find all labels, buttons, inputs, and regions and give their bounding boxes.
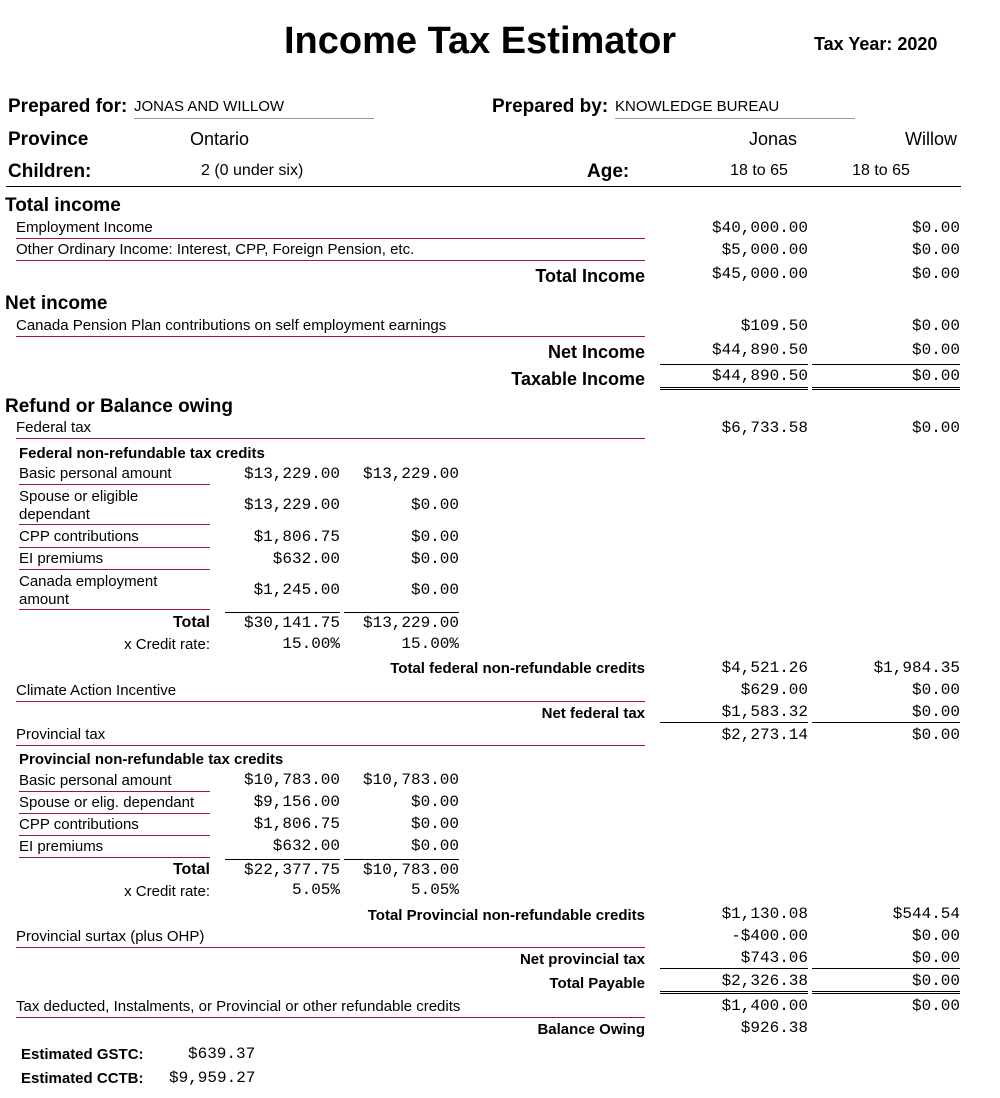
prov-credit-spouse-person1[interactable]: $9,156.00: [253, 793, 340, 811]
prepared-for-label: Prepared for:: [8, 96, 128, 117]
cpp-self-employment-person1[interactable]: $109.50: [740, 317, 808, 335]
employment-income-label: Employment Income: [16, 219, 645, 239]
fed-credit-basic-person2[interactable]: $13,229.00: [362, 465, 459, 483]
net-income-person2: $0.00: [911, 341, 960, 359]
prov-credit-ei-person2[interactable]: $0.00: [410, 837, 459, 855]
section-heading-total-income: Total income: [5, 195, 121, 216]
total-federal-credits-label: Total federal non-refundable credits: [390, 660, 645, 677]
estimated-gstc-label: Estimated GSTC:: [21, 1046, 144, 1063]
prov-credit-ei-label: EI premiums: [19, 838, 210, 858]
prov-credit-cpp-person1[interactable]: $1,806.75: [253, 815, 340, 833]
taxable-income-person2: $0.00: [812, 364, 960, 390]
cpp-self-employment-label: Canada Pension Plan contributions on self employment earnings: [16, 317, 645, 337]
estimated-cctb-label: Estimated CCTB:: [21, 1070, 144, 1087]
fed-credit-basic-label: Basic personal amount: [19, 465, 210, 485]
federal-tax-person1: $6,733.58: [721, 419, 808, 437]
province-label: Province: [8, 129, 89, 150]
fed-credit-spouse-label: Spouse or eligible dependant: [19, 488, 210, 525]
total-federal-credits-person1: $4,521.26: [721, 659, 808, 677]
total-payable-person2: $0.00: [812, 972, 960, 994]
total-provincial-credits-label: Total Provincial non-refundable credits: [367, 907, 645, 924]
estimated-cctb-value: $9,959.27: [169, 1069, 256, 1087]
net-federal-tax-label: Net federal tax: [541, 705, 645, 722]
total-income-person2: $0.00: [911, 265, 960, 283]
fed-credit-cpp-person1[interactable]: $1,806.75: [253, 528, 340, 546]
fed-credits-total-person1: $30,141.75: [225, 612, 340, 632]
net-income-label: Net Income: [547, 342, 645, 362]
prepared-by-label: Prepared by:: [492, 96, 609, 117]
fed-credit-employment-person2[interactable]: $0.00: [410, 581, 459, 599]
prov-credit-cpp-person2[interactable]: $0.00: [410, 815, 459, 833]
employment-income-person2[interactable]: $0.00: [911, 219, 960, 237]
federal-tax-label: Federal tax: [16, 419, 645, 439]
prov-credit-spouse-person2[interactable]: $0.00: [410, 793, 459, 811]
net-income-person1: $44,890.50: [711, 341, 808, 359]
prov-credit-spouse-label: Spouse or elig. dependant: [19, 794, 210, 814]
person2-name: Willow: [905, 129, 957, 149]
fed-credit-rate-person1[interactable]: 15.00%: [282, 635, 340, 653]
net-federal-tax-person2: $0.00: [812, 703, 960, 723]
age-person1[interactable]: 18 to 65: [730, 162, 788, 179]
other-income-label: Other Ordinary Income: Interest, CPP, Foreign Pension, etc.: [16, 241, 645, 261]
header-divider: [6, 186, 961, 187]
provincial-tax-person2: $0.00: [911, 726, 960, 744]
tax-deducted-person1[interactable]: $1,400.00: [721, 997, 808, 1015]
tax-deducted-person2[interactable]: $0.00: [911, 997, 960, 1015]
fed-credit-ei-person2[interactable]: $0.00: [410, 550, 459, 568]
prov-credit-cpp-label: CPP contributions: [19, 816, 210, 836]
tax-year: Tax Year: 2020: [814, 34, 938, 54]
fed-credit-rate-person2[interactable]: 15.00%: [401, 635, 459, 653]
other-income-person1[interactable]: $5,000.00: [721, 241, 808, 259]
children-label: Children:: [8, 161, 92, 182]
fed-credit-cpp-label: CPP contributions: [19, 528, 210, 548]
total-provincial-credits-person2: $544.54: [892, 905, 960, 923]
prov-credits-total-label: Total: [172, 861, 210, 878]
prov-credit-basic-person1[interactable]: $10,783.00: [243, 771, 340, 789]
total-payable-label: Total Payable: [549, 975, 645, 992]
fed-credit-employment-person1[interactable]: $1,245.00: [253, 581, 340, 599]
federal-credits-heading: Federal non-refundable tax credits: [19, 445, 265, 462]
net-provincial-tax-label: Net provincial tax: [519, 951, 645, 968]
prov-credit-ei-person1[interactable]: $632.00: [272, 837, 340, 855]
net-provincial-tax-person2: $0.00: [812, 949, 960, 969]
provincial-tax-person1: $2,273.14: [721, 726, 808, 744]
prov-credit-rate-person1[interactable]: 5.05%: [291, 881, 340, 899]
prov-credits-total-person2: $10,783.00: [344, 859, 459, 879]
estimated-gstc-value: $639.37: [188, 1045, 256, 1063]
climate-action-person1[interactable]: $629.00: [740, 681, 808, 699]
fed-credit-spouse-person1[interactable]: $13,229.00: [243, 496, 340, 514]
children-value[interactable]: 2 (0 under six): [201, 162, 304, 179]
total-payable-person1: $2,326.38: [660, 972, 808, 994]
balance-owing-person1: $926.38: [740, 1019, 808, 1037]
section-heading-net-income: Net income: [5, 293, 108, 314]
age-person2[interactable]: 18 to 65: [852, 162, 910, 179]
prepared-by-field[interactable]: KNOWLEDGE BUREAU: [615, 98, 855, 119]
prov-credit-basic-label: Basic personal amount: [19, 772, 210, 792]
provincial-surtax-person1: -$400.00: [731, 927, 808, 945]
total-income-person1: $45,000.00: [711, 265, 808, 283]
cpp-self-employment-person2[interactable]: $0.00: [911, 317, 960, 335]
fed-credit-ei-label: EI premiums: [19, 550, 210, 570]
taxable-income-person1: $44,890.50: [660, 364, 808, 390]
net-provincial-tax-person1: $743.06: [660, 949, 808, 969]
fed-credit-cpp-person2[interactable]: $0.00: [410, 528, 459, 546]
prov-credit-rate-label: x Credit rate:: [124, 883, 210, 900]
net-federal-tax-person1: $1,583.32: [660, 703, 808, 723]
total-federal-credits-person2: $1,984.35: [873, 659, 960, 677]
other-income-person2[interactable]: $0.00: [911, 241, 960, 259]
fed-credits-total-person2: $13,229.00: [344, 612, 459, 632]
prov-credits-total-person1: $22,377.75: [225, 859, 340, 879]
fed-credit-employment-label: Canada employment amount: [19, 573, 210, 610]
provincial-surtax-person2: $0.00: [911, 927, 960, 945]
climate-action-person2[interactable]: $0.00: [911, 681, 960, 699]
fed-credit-ei-person1[interactable]: $632.00: [272, 550, 340, 568]
section-heading-refund: Refund or Balance owing: [5, 396, 234, 417]
provincial-surtax-label: Provincial surtax (plus OHP): [16, 928, 645, 948]
balance-owing-label: Balance Owing: [537, 1021, 645, 1038]
province-value[interactable]: Ontario: [190, 129, 250, 149]
total-provincial-credits-person1: $1,130.08: [721, 905, 808, 923]
prov-credit-rate-person2[interactable]: 5.05%: [410, 881, 459, 899]
prepared-for-field[interactable]: JONAS AND WILLOW: [134, 98, 374, 119]
fed-credit-spouse-person2[interactable]: $0.00: [410, 496, 459, 514]
taxable-income-label: Taxable Income: [511, 369, 645, 389]
page-title: Income Tax Estimator: [284, 20, 677, 62]
provincial-credits-heading: Provincial non-refundable tax credits: [19, 751, 284, 768]
person1-name: Jonas: [748, 129, 798, 149]
age-label: Age:: [587, 161, 630, 182]
federal-tax-person2: $0.00: [911, 419, 960, 437]
climate-action-label: Climate Action Incentive: [16, 682, 645, 702]
prov-credit-basic-person2[interactable]: $10,783.00: [362, 771, 459, 789]
fed-credits-total-label: Total: [172, 614, 210, 631]
fed-credit-rate-label: x Credit rate:: [124, 636, 210, 653]
tax-deducted-label: Tax deducted, Instalments, or Provincial or other refundable credits: [16, 998, 645, 1018]
provincial-tax-label: Provincial tax: [16, 726, 645, 746]
fed-credit-basic-person1[interactable]: $13,229.00: [243, 465, 340, 483]
employment-income-person1[interactable]: $40,000.00: [711, 219, 808, 237]
total-income-label: Total Income: [535, 266, 645, 286]
